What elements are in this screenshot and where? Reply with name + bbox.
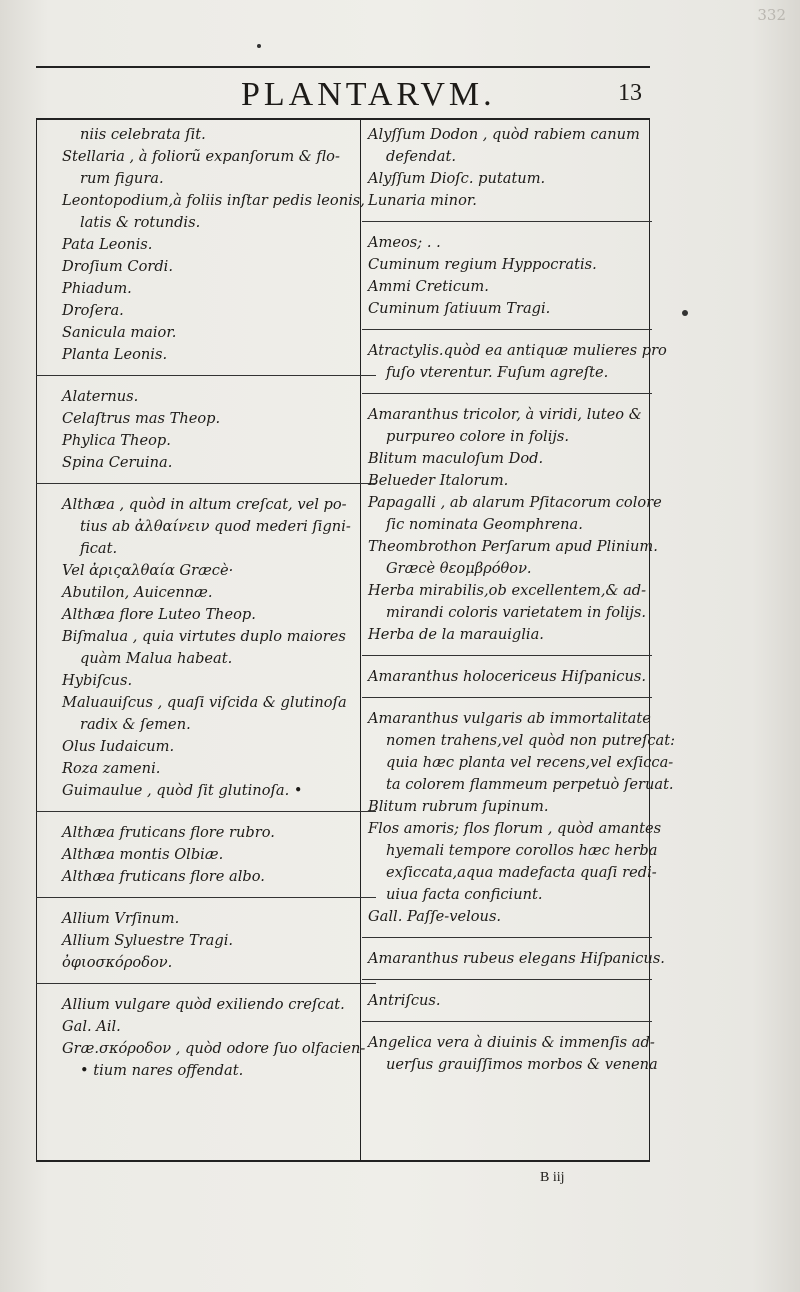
entry-separator (362, 1021, 652, 1022)
text-line: rum figura. (80, 170, 164, 187)
text-line: ὀφιοσκόροδον. (62, 954, 173, 971)
text-line: mirandi coloris varietatem in folijs. (386, 604, 647, 621)
text-line: Allium vulgare quòd exiliendo creſcat. (62, 996, 345, 1013)
text-line: Guimaulue , quòd ſit glutinoſa. • (62, 782, 303, 799)
text-line: Althæa fruticans flore albo. (62, 868, 265, 885)
text-line: Olus Iudaicum. (62, 738, 175, 755)
text-line: Amaranthus holocericeus Hiſpanicus. (368, 668, 646, 685)
text-line: Althæa , quòd in altum creſcat, vel po- (62, 496, 347, 513)
left-entry-block (62, 994, 366, 1082)
text-line: fuſo vterentur. Fuſum agreſte. (386, 364, 609, 381)
text-line: Maluauiſcus , quaſi viſcida & glutinoſa (62, 694, 347, 711)
entry-separator (362, 697, 652, 698)
text-line: Ammi Creticum. (368, 278, 489, 295)
text-line: Althæa montis Olbiæ. (62, 846, 224, 863)
text-line: Droſera. (62, 302, 124, 319)
text-line: Sanicula maior. (62, 324, 177, 341)
text-line: quia hæc planta vel recens,vel exſicca- (386, 754, 674, 771)
left-entry-block (62, 124, 365, 366)
right-entry-block (368, 232, 648, 320)
text-line: Amaranthus vulgaris ab immortalitate (368, 710, 651, 727)
left-entry-block (62, 494, 354, 802)
right-entry-block (368, 404, 662, 646)
text-line: Gall. Paſſe-velous. (368, 908, 502, 925)
text-line: Lunaria minor. (368, 192, 477, 209)
text-line: Alyſſum Dioſc. putatum. (368, 170, 546, 187)
text-line: Theombrothon Perſarum apud Plinium. (368, 538, 658, 555)
right-column (368, 124, 675, 1076)
column-divider (360, 118, 361, 1162)
text-line: Ameos; . . (368, 234, 441, 251)
text-line: latis & rotundis. (80, 214, 201, 231)
entry-separator (362, 221, 652, 222)
text-line: Gal. Ail. (62, 1018, 121, 1035)
text-line: hyemali tempore corollos hæc herba (386, 842, 658, 859)
left-entry-block (62, 908, 354, 974)
right-entry-block (368, 948, 665, 970)
text-line: Planta Leonis. (62, 346, 168, 363)
text-line: Græcè θεομβρόθον. (386, 560, 532, 577)
text-line: nomen trahens,vel quòd non putreſcat: (386, 732, 675, 749)
text-line: tius ab ἀλθαίνειν quod mederi ſigni- (80, 518, 351, 535)
text-line: Herba de la marauiglia. (368, 626, 544, 643)
text-line: Atractylis.quòd ea antiquæ mulieres pro (368, 342, 667, 359)
text-line: • tium nares offendat. (80, 1062, 244, 1079)
text-line: ſic nominata Geomphrena. (386, 516, 583, 533)
text-line: Herba mirabilis,ob excellentem,& ad- (368, 582, 647, 599)
text-line: Allium Syluestre Tragi. (62, 932, 234, 949)
text-line: Alaternus. (62, 388, 139, 405)
text-line: Papagalli , ab alarum Pſitacorum colore (368, 494, 662, 511)
right-entry-block (368, 708, 675, 928)
text-line: uerſus grauiſſimos morbos & venena (386, 1056, 658, 1073)
text-line: Biſmalua , quia virtutes duplo maiores (62, 628, 346, 645)
text-line: ta colorem flammeum perpetuò ſeruat. (386, 776, 674, 793)
right-entry-block (368, 666, 648, 688)
entry-separator (36, 983, 376, 984)
folio-number: 13 (618, 80, 642, 106)
left-entry-block (62, 386, 354, 474)
running-title: PLANTARVM. (241, 76, 496, 113)
page-header (36, 66, 650, 118)
right-entry-block (368, 124, 648, 212)
entry-separator (362, 979, 652, 980)
entry-separator (362, 655, 652, 656)
text-line: Flos amoris; flos florum , quòd amantes (368, 820, 662, 837)
entry-separator (36, 897, 376, 898)
text-line: Cuminum ſatiuum Tragi. (368, 300, 551, 317)
entry-separator (36, 811, 376, 812)
right-entry-block (368, 340, 667, 384)
ink-spot (682, 310, 688, 316)
text-line: quàm Malua habeat. (80, 650, 233, 667)
text-line: Blitum rubrum ſupinum. (368, 798, 549, 815)
text-line: Leontopodium,à foliis inſtar pedis leonis, (62, 192, 365, 209)
text-line: Antriſcus. (368, 992, 441, 1009)
text-line: Cuminum regium Hyppocratis. (368, 256, 597, 273)
text-line: purpureo colore in folijs. (386, 428, 570, 445)
text-line: Belueder Italorum. (368, 472, 509, 489)
text-line: Phylica Theop. (62, 432, 171, 449)
text-line: Althæa fruticans flore rubro. (62, 824, 275, 841)
entry-separator (36, 483, 376, 484)
text-line: Græ.σκόροδον , quòd odore ſuo olfacien- (62, 1040, 366, 1057)
text-line: Roza zameni. (62, 760, 161, 777)
text-line: ficat. (80, 540, 118, 557)
ghost-page-number: 332 (757, 6, 786, 24)
text-line: exſiccata,aqua madefacta quaſi redi- (386, 864, 657, 881)
text-line: Amaranthus tricolor, à viridi, luteo & (368, 406, 642, 423)
text-line: Abutilon, Auicennæ. (62, 584, 213, 601)
text-line: Spina Ceruina. (62, 454, 173, 471)
text-line: uiua facta conficiunt. (386, 886, 543, 903)
text-line: Hybiſcus. (62, 672, 133, 689)
left-column (62, 124, 366, 1082)
text-line: Vel ἀριςαλθαία Græcè· (62, 562, 234, 579)
text-line: Alyſſum Dodon , quòd rabiem canum (368, 126, 640, 143)
text-line: Celaſtrus mas Theop. (62, 410, 221, 427)
entry-separator (362, 393, 652, 394)
text-line: Angelica vera à diuinis & immenſis ad- (368, 1034, 655, 1051)
text-line: niis celebrata ſit. (80, 126, 206, 143)
text-line: radix & ſemen. (80, 716, 191, 733)
text-line: Pata Leonis. (62, 236, 153, 253)
text-line: Allium Vrſinum. (62, 910, 180, 927)
right-entry-block (368, 990, 648, 1012)
text-line: Althæa flore Luteo Theop. (62, 606, 256, 623)
text-line: Droſium Cordi. (62, 258, 173, 275)
entry-separator (36, 375, 376, 376)
entry-separator (362, 937, 652, 938)
text-line: Stellaria , à foliorũ expanſorum & flo- (62, 148, 340, 165)
entry-separator (362, 329, 652, 330)
signature-mark: B iij (540, 1170, 565, 1185)
text-line: Phiadum. (62, 280, 132, 297)
text-line: Amaranthus rubeus elegans Hiſpanicus. (368, 950, 665, 967)
ink-spot (257, 44, 261, 48)
text-line: Blitum maculoſum Dod. (368, 450, 544, 467)
right-entry-block (368, 1032, 658, 1076)
left-entry-block (62, 822, 354, 888)
text-line: defendat. (386, 148, 456, 165)
